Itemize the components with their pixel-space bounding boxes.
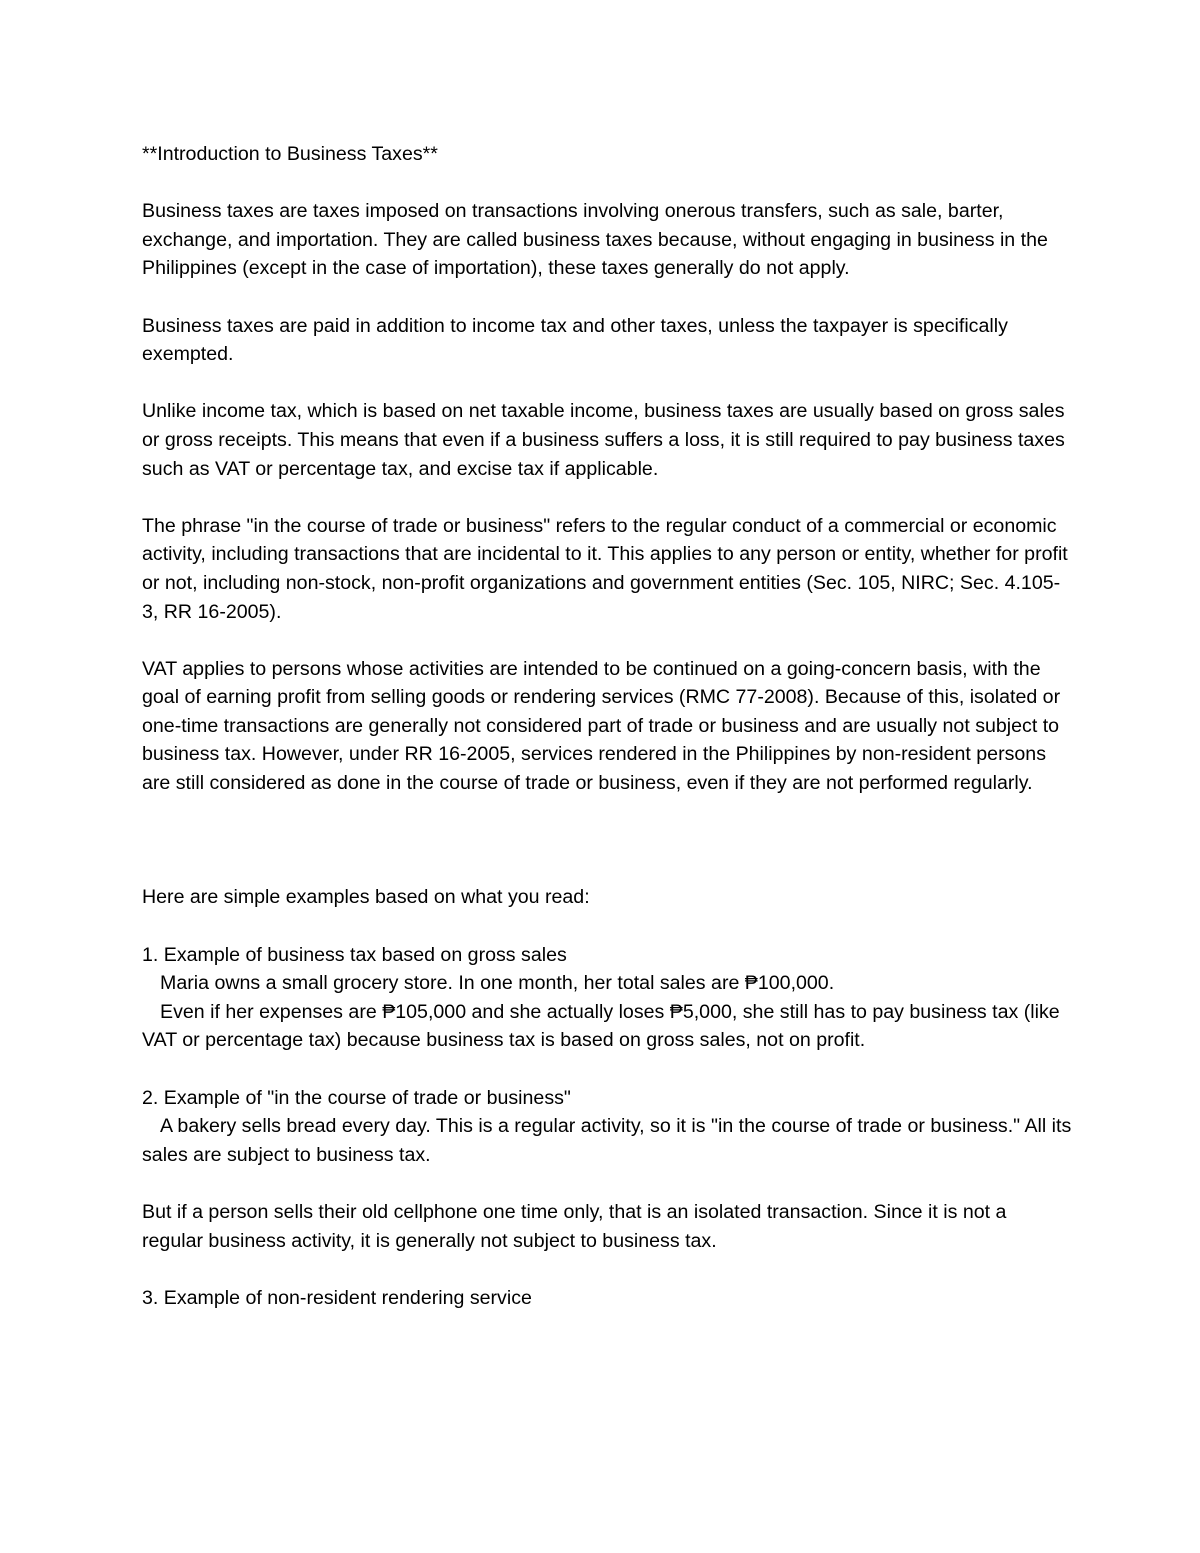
example-3-heading: 3. Example of non-resident rendering service (142, 1286, 532, 1309)
paragraph-vat: VAT applies to persons whose activities are intended to be continued on a going-concern basis, with the goal of earning profit from selling goods or rendering services (RMC 77-2008). Because of this, isolated or one-time transactions are generally not considered part of trade or business and are usually not subject to business tax. However, under RR 16-2005, services rendered in the Philippines by non-resident persons are still considered as done in the course of trade or business, even if they are not performed regularly. (142, 657, 1066, 795)
example-2-line-2: But if a person sells their old cellphone one time only, that is an isolated transaction. Since it is not a regular business activity, it is generally not subject to business tax. (142, 1200, 1012, 1252)
example-2-heading: 2. Example of "in the course of trade or business" (142, 1086, 571, 1109)
example-1-line-1: Maria owns a small grocery store. In one month, her total sales are ₱100,000. (160, 972, 835, 995)
paragraph-definition: Business taxes are taxes imposed on transactions involving onerous transfers, such as sale, barter, exchange, and importation. They are called business taxes because, without engaging in business in the Philippines (except in the case of importation), these taxes generally do not apply. (142, 200, 1054, 280)
example-1-line-2 (142, 998, 1072, 1055)
example-1-line-2-text: Even if her expenses are ₱105,000 and she actually loses ₱5,000, she still has to pay business tax (like VAT or percentage tax) because business tax is based on gross sales, not on profit. (142, 1000, 1066, 1052)
document-title: **Introduction to Business Taxes** (142, 143, 438, 165)
paragraph-gross-sales: Unlike income tax, which is based on net taxable income, business taxes are usually based on gross sales or gross receipts. This means that even if a business suffers a loss, it is still required to pay business taxes such as VAT or percentage tax, and excise tax if applicable. (142, 400, 1071, 480)
example-1-heading: 1. Example of business tax based on gross sales (142, 943, 567, 966)
example-2-line-1 (142, 1112, 1077, 1169)
paragraph-trade-or-business: The phrase "in the course of trade or business" refers to the regular conduct of a commercial or economic activity, including transactions that are incidental to it. This applies to any person or entity, whether for profit or not, including non-stock, non-profit organizations and government entities (Sec. 105, NIRC; Sec. 4.105-3, RR 16-2005). (142, 514, 1074, 623)
examples-intro: Here are simple examples based on what you read: (142, 886, 590, 909)
example-2-line-1-text: A bakery sells bread every day. This is a regular activity, so it is "in the course of trade or business." All its sales are subject to business tax. (142, 1115, 1077, 1166)
document-body (142, 140, 1077, 1312)
paragraph-additional-taxes: Business taxes are paid in addition to income tax and other taxes, unless the taxpayer is specifically exempted. (142, 314, 1014, 366)
